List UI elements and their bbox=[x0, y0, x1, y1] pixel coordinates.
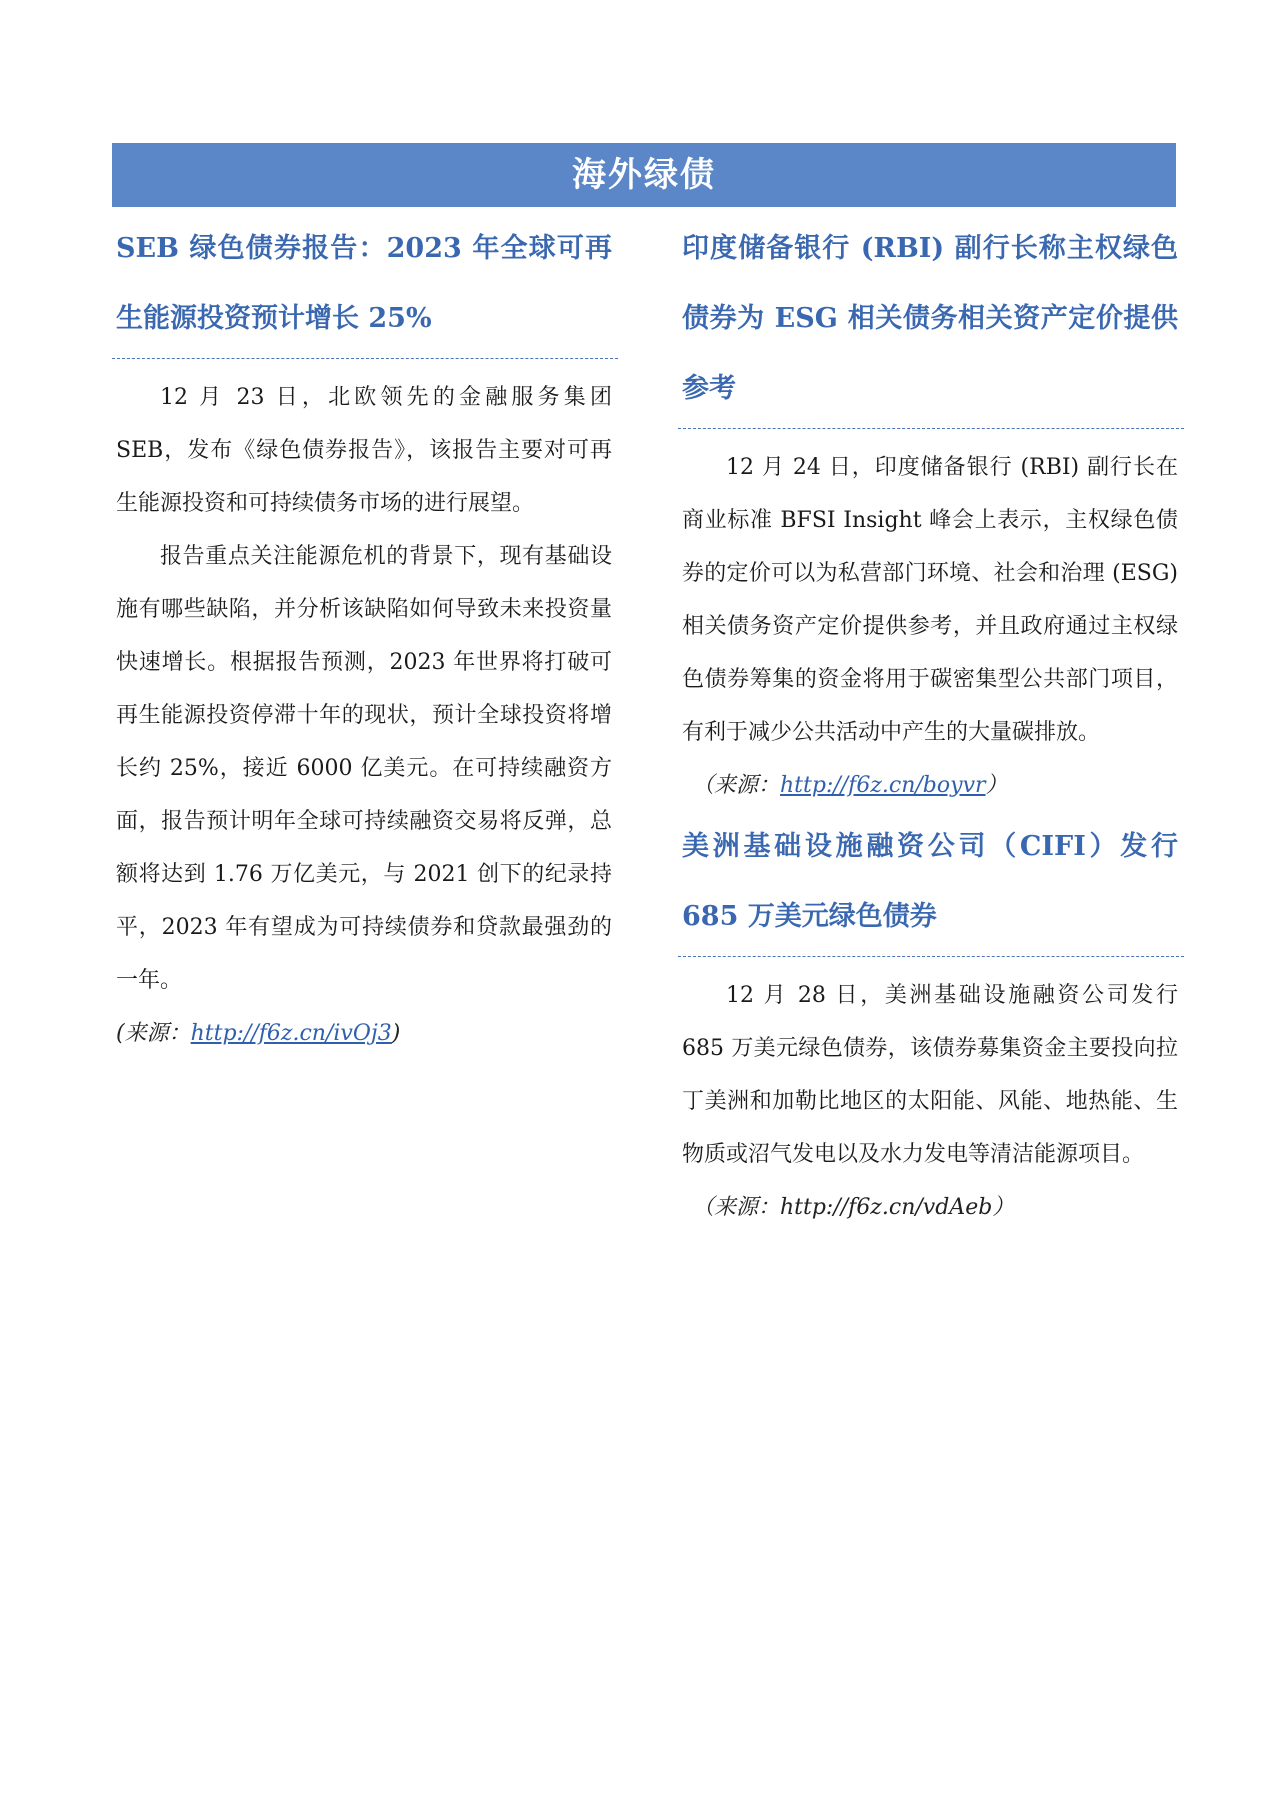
section-banner: 海外绿债 bbox=[112, 143, 1176, 207]
dashed-divider bbox=[112, 358, 618, 359]
right-column bbox=[682, 214, 1178, 1234]
article-headline: SEB 绿色债券报告：2023 年全球可再生能源投资预计增长 25% bbox=[116, 233, 612, 334]
source-prefix: （来源： bbox=[692, 773, 781, 798]
article-paragraph: 12 月 28 日，美洲基础设施融资公司发行 685 万美元绿色债券，该债券募集资金主要投向拉丁美洲和加勒比地区的太阳能、风能、地热能、生物质或沼气发电以及水力发电等清洁能源项目。 bbox=[682, 983, 1178, 1167]
article-source: （来源：http://f6z.cn/vdAeb） bbox=[692, 1195, 1015, 1220]
article-paragraph: 12 月 24 日，印度储备银行 (RBI) 副行长在商业标准 BFSI Insight 峰会上表示，主权绿色债券的定价可以为私营部门环境、社会和治理 (ESG) 相关债务资产定价提供参考，并且政府通过主权绿色债券筹集的资金将用于碳密集型公共部门项目，有利于减少公共活动中产生的大量碳排放。 bbox=[682, 455, 1178, 745]
left-column bbox=[116, 214, 612, 1060]
source-suffix: ） bbox=[985, 773, 1008, 798]
article-headline: 印度储备银行 (RBI) 副行长称主权绿色债券为 ESG 相关债务相关资产定价提供参考 bbox=[682, 233, 1178, 404]
article-paragraph: 报告重点关注能源危机的背景下，现有基础设施有哪些缺陷，并分析该缺陷如何导致未来投资量快速增长。根据报告预测，2023 年世界将打破可再生能源投资停滞十年的现状，预计全球投资将增长约 25%，接近 6000 亿美元。在可持续融资方面，报告预计明年全球可持续融资交易将反弹，总额将达到 1.76 万亿美元，与 2021 创下的纪录持平，2023 年有望成为可持续债券和贷款最强劲的一年。 bbox=[116, 544, 612, 993]
dashed-divider bbox=[678, 956, 1184, 957]
source-link[interactable]: http://f6z.cn/ivOj3 bbox=[190, 1021, 392, 1046]
source-link[interactable]: http://f6z.cn/boyvr bbox=[780, 773, 986, 798]
source-suffix: ) bbox=[391, 1021, 401, 1046]
article-source bbox=[682, 759, 1178, 812]
dashed-divider bbox=[678, 428, 1184, 429]
article-source bbox=[116, 1007, 612, 1060]
article-paragraph: 12 月 23 日，北欧领先的金融服务集团 SEB，发布《绿色债券报告》，该报告主要对可再生能源投资和可持续债务市场的进行展望。 bbox=[116, 385, 612, 516]
source-prefix: (来源： bbox=[116, 1021, 191, 1046]
article-headline: 美洲基础设施融资公司（CIFI）发行 685 万美元绿色债券 bbox=[682, 831, 1178, 932]
